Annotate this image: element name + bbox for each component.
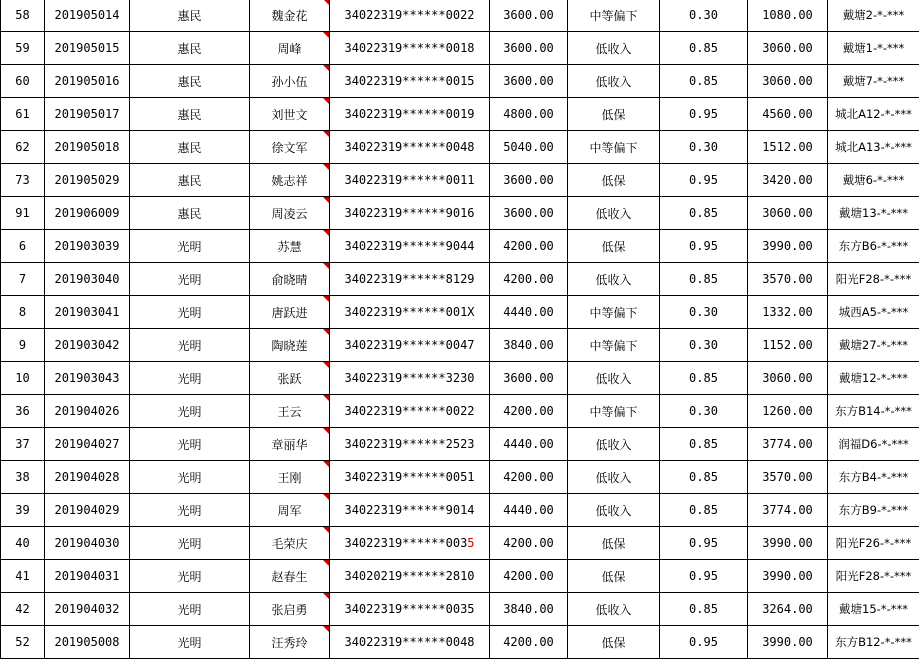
code-cell[interactable]: 201903039	[45, 230, 130, 263]
code-cell[interactable]: 201905015	[45, 32, 130, 65]
income-cell[interactable]: 4200.00	[490, 230, 568, 263]
amount-cell[interactable]: 1332.00	[748, 296, 828, 329]
id-number-cell[interactable]: 34022319******001X	[330, 296, 490, 329]
id-number-cell[interactable]: 34022319******0048	[330, 626, 490, 659]
ratio-cell[interactable]: 0.95	[660, 98, 748, 131]
seq-cell[interactable]: 10	[1, 362, 45, 395]
level-cell[interactable]: 低收入	[568, 197, 660, 230]
ratio-cell[interactable]: 0.85	[660, 362, 748, 395]
amount-cell[interactable]: 3060.00	[748, 32, 828, 65]
table-row	[1, 32, 919, 65]
name-cell[interactable]: 姚志祥	[250, 164, 330, 197]
table-row	[1, 527, 919, 560]
level-cell[interactable]: 中等偏下	[568, 131, 660, 164]
name-cell[interactable]: 张跃	[250, 362, 330, 395]
name-cell[interactable]: 刘世文	[250, 98, 330, 131]
level-cell[interactable]: 中等偏下	[568, 0, 660, 32]
address-cell[interactable]: 阳光F28-*-***	[828, 263, 919, 296]
address-cell[interactable]: 润福D6-*-***	[828, 428, 919, 461]
area-cell[interactable]: 惠民	[130, 0, 250, 32]
amount-cell[interactable]: 3264.00	[748, 593, 828, 626]
level-cell[interactable]: 中等偏下	[568, 395, 660, 428]
income-cell[interactable]: 4200.00	[490, 263, 568, 296]
amount-cell[interactable]: 3060.00	[748, 362, 828, 395]
code-cell[interactable]: 201903043	[45, 362, 130, 395]
table-row	[1, 263, 919, 296]
area-cell[interactable]: 光明	[130, 494, 250, 527]
seq-cell[interactable]: 42	[1, 593, 45, 626]
code-cell[interactable]: 201904029	[45, 494, 130, 527]
seq-cell[interactable]: 39	[1, 494, 45, 527]
id-number-cell[interactable]: 34022319******0047	[330, 329, 490, 362]
table-row	[1, 560, 919, 593]
income-cell[interactable]: 4200.00	[490, 560, 568, 593]
amount-cell[interactable]: 4560.00	[748, 98, 828, 131]
ratio-cell[interactable]: 0.95	[660, 164, 748, 197]
id-number-cell[interactable]: 34022319******0051	[330, 461, 490, 494]
name-cell[interactable]: 周凌云	[250, 197, 330, 230]
income-cell[interactable]: 4200.00	[490, 395, 568, 428]
amount-cell[interactable]: 3990.00	[748, 560, 828, 593]
table-row	[1, 494, 919, 527]
name-cell[interactable]: 陶晓莲	[250, 329, 330, 362]
address-cell[interactable]: 戴塘15-*-***	[828, 593, 919, 626]
area-cell[interactable]: 光明	[130, 362, 250, 395]
seq-cell[interactable]: 8	[1, 296, 45, 329]
amount-cell[interactable]: 3990.00	[748, 230, 828, 263]
ratio-cell[interactable]: 0.85	[660, 461, 748, 494]
ratio-cell[interactable]: 0.95	[660, 230, 748, 263]
address-cell[interactable]: 阳光F26-*-***	[828, 527, 919, 560]
level-cell[interactable]: 低收入	[568, 428, 660, 461]
name-cell[interactable]: 王云	[250, 395, 330, 428]
income-cell[interactable]: 3600.00	[490, 65, 568, 98]
seq-cell[interactable]: 36	[1, 395, 45, 428]
level-cell[interactable]: 低收入	[568, 593, 660, 626]
id-number-cell[interactable]: 34022319******3230	[330, 362, 490, 395]
id-number-cell[interactable]: 34022319******0035	[330, 593, 490, 626]
address-cell[interactable]: 东方B6-*-***	[828, 230, 919, 263]
ratio-cell[interactable]: 0.30	[660, 395, 748, 428]
level-cell[interactable]: 低保	[568, 98, 660, 131]
level-cell[interactable]: 低收入	[568, 461, 660, 494]
ratio-cell[interactable]: 0.30	[660, 0, 748, 32]
name-cell[interactable]: 唐跃进	[250, 296, 330, 329]
income-cell[interactable]: 4440.00	[490, 296, 568, 329]
code-cell[interactable]: 201904031	[45, 560, 130, 593]
amount-cell[interactable]: 1080.00	[748, 0, 828, 32]
id-number-cell[interactable]: 34022319******0022	[330, 0, 490, 32]
code-cell[interactable]: 201905008	[45, 626, 130, 659]
address-cell[interactable]: 戴塘27-*-***	[828, 329, 919, 362]
income-cell[interactable]: 4440.00	[490, 428, 568, 461]
area-cell[interactable]: 惠民	[130, 32, 250, 65]
amount-cell[interactable]: 1260.00	[748, 395, 828, 428]
ratio-cell[interactable]: 0.30	[660, 131, 748, 164]
id-number-cell[interactable]: 34022319******9016	[330, 197, 490, 230]
address-cell[interactable]: 东方B12-*-***	[828, 626, 919, 659]
table-row	[1, 98, 919, 131]
ratio-cell[interactable]: 0.95	[660, 560, 748, 593]
seq-cell[interactable]: 52	[1, 626, 45, 659]
amount-cell[interactable]: 1152.00	[748, 329, 828, 362]
amount-cell[interactable]: 3774.00	[748, 494, 828, 527]
ratio-cell[interactable]: 0.85	[660, 428, 748, 461]
id-number-cell[interactable]: 34022319******0018	[330, 32, 490, 65]
income-cell[interactable]: 3600.00	[490, 0, 568, 32]
name-cell[interactable]: 周军	[250, 494, 330, 527]
code-cell[interactable]: 201904028	[45, 461, 130, 494]
id-number-highlight: 5	[467, 536, 475, 550]
seq-cell[interactable]: 37	[1, 428, 45, 461]
name-cell[interactable]: 毛荣庆	[250, 527, 330, 560]
address-cell[interactable]: 城北A12-*-***	[828, 98, 919, 131]
code-cell[interactable]: 201903042	[45, 329, 130, 362]
table-row	[1, 428, 919, 461]
area-cell[interactable]: 光明	[130, 263, 250, 296]
level-cell[interactable]: 低收入	[568, 362, 660, 395]
name-cell[interactable]: 魏金花	[250, 0, 330, 32]
amount-cell[interactable]: 3774.00	[748, 428, 828, 461]
income-cell[interactable]: 3600.00	[490, 197, 568, 230]
area-cell[interactable]: 光明	[130, 626, 250, 659]
ratio-cell[interactable]: 0.95	[660, 626, 748, 659]
ratio-cell[interactable]: 0.85	[660, 197, 748, 230]
code-cell[interactable]: 201905016	[45, 65, 130, 98]
id-number-cell[interactable]: 34022319******8129	[330, 263, 490, 296]
ratio-cell[interactable]: 0.95	[660, 527, 748, 560]
name-cell[interactable]: 苏慧	[250, 230, 330, 263]
address-cell[interactable]: 戴塘1-*-***	[828, 32, 919, 65]
code-cell[interactable]: 201904026	[45, 395, 130, 428]
income-cell[interactable]: 4440.00	[490, 494, 568, 527]
level-cell[interactable]: 中等偏下	[568, 296, 660, 329]
code-cell[interactable]: 201905014	[45, 0, 130, 32]
id-number-cell[interactable]: 34022319******0019	[330, 98, 490, 131]
ratio-cell[interactable]: 0.85	[660, 494, 748, 527]
area-cell[interactable]: 光明	[130, 296, 250, 329]
amount-cell[interactable]: 3420.00	[748, 164, 828, 197]
id-number-cell[interactable]: 34022319******2523	[330, 428, 490, 461]
area-cell[interactable]: 惠民	[130, 164, 250, 197]
id-number-cell[interactable]: 34022319******0022	[330, 395, 490, 428]
table-row	[1, 65, 919, 98]
code-cell[interactable]: 201905017	[45, 98, 130, 131]
income-cell[interactable]: 4200.00	[490, 626, 568, 659]
table-row	[1, 0, 919, 32]
address-cell[interactable]: 城北A13-*-***	[828, 131, 919, 164]
seq-cell[interactable]: 62	[1, 131, 45, 164]
level-cell[interactable]: 低保	[568, 560, 660, 593]
level-cell[interactable]: 低收入	[568, 65, 660, 98]
amount-cell[interactable]: 3570.00	[748, 263, 828, 296]
code-cell[interactable]: 201904027	[45, 428, 130, 461]
seq-cell[interactable]: 60	[1, 65, 45, 98]
code-cell[interactable]: 201906009	[45, 197, 130, 230]
area-cell[interactable]: 惠民	[130, 197, 250, 230]
table-row	[1, 164, 919, 197]
code-cell[interactable]: 201904030	[45, 527, 130, 560]
table-row	[1, 461, 919, 494]
seq-cell[interactable]: 91	[1, 197, 45, 230]
amount-cell[interactable]: 3570.00	[748, 461, 828, 494]
income-cell[interactable]: 3600.00	[490, 164, 568, 197]
amount-cell[interactable]: 3990.00	[748, 527, 828, 560]
income-cell[interactable]: 5040.00	[490, 131, 568, 164]
area-cell[interactable]: 惠民	[130, 98, 250, 131]
table-row	[1, 197, 919, 230]
seq-cell[interactable]: 38	[1, 461, 45, 494]
seq-cell[interactable]: 7	[1, 263, 45, 296]
id-number-cell[interactable]: 34022319******9014	[330, 494, 490, 527]
amount-cell[interactable]: 3060.00	[748, 197, 828, 230]
area-cell[interactable]: 光明	[130, 527, 250, 560]
amount-cell[interactable]: 3990.00	[748, 626, 828, 659]
table-row	[1, 362, 919, 395]
area-cell[interactable]: 光明	[130, 560, 250, 593]
address-cell[interactable]: 东方B14-*-***	[828, 395, 919, 428]
id-number-cell[interactable]: 34020219******2810	[330, 560, 490, 593]
income-cell[interactable]: 4800.00	[490, 98, 568, 131]
level-cell[interactable]: 低收入	[568, 494, 660, 527]
table-row	[1, 230, 919, 263]
ratio-cell[interactable]: 0.85	[660, 593, 748, 626]
address-cell[interactable]: 阳光F28-*-***	[828, 560, 919, 593]
area-cell[interactable]: 光明	[130, 428, 250, 461]
code-cell[interactable]: 201903040	[45, 263, 130, 296]
seq-cell[interactable]: 9	[1, 329, 45, 362]
level-cell[interactable]: 低保	[568, 626, 660, 659]
ratio-cell[interactable]: 0.85	[660, 32, 748, 65]
income-cell[interactable]: 3840.00	[490, 329, 568, 362]
table-row	[1, 329, 919, 362]
name-cell[interactable]: 俞晓晴	[250, 263, 330, 296]
area-cell[interactable]: 光明	[130, 329, 250, 362]
name-cell[interactable]: 徐文军	[250, 131, 330, 164]
seq-cell[interactable]: 61	[1, 98, 45, 131]
id-number-cell[interactable]: 34022319******0048	[330, 131, 490, 164]
ratio-cell[interactable]: 0.85	[660, 263, 748, 296]
address-cell[interactable]: 戴塘12-*-***	[828, 362, 919, 395]
table-row	[1, 131, 919, 164]
seq-cell[interactable]: 59	[1, 32, 45, 65]
id-number-cell[interactable]	[330, 527, 490, 560]
ratio-cell[interactable]: 0.30	[660, 296, 748, 329]
table-row	[1, 626, 919, 659]
id-number-cell[interactable]: 34022319******9044	[330, 230, 490, 263]
seq-cell[interactable]: 41	[1, 560, 45, 593]
level-cell[interactable]: 中等偏下	[568, 329, 660, 362]
code-cell[interactable]: 201903041	[45, 296, 130, 329]
id-number-cell[interactable]: 34022319******0011	[330, 164, 490, 197]
code-cell[interactable]: 201905018	[45, 131, 130, 164]
address-cell[interactable]: 城西A5-*-***	[828, 296, 919, 329]
area-cell[interactable]: 光明	[130, 395, 250, 428]
code-cell[interactable]: 201904032	[45, 593, 130, 626]
code-cell[interactable]: 201905029	[45, 164, 130, 197]
amount-cell[interactable]: 1512.00	[748, 131, 828, 164]
address-cell[interactable]: 戴塘6-*-***	[828, 164, 919, 197]
name-cell[interactable]: 张启勇	[250, 593, 330, 626]
address-cell[interactable]: 戴塘13-*-***	[828, 197, 919, 230]
income-cell[interactable]: 4200.00	[490, 461, 568, 494]
seq-cell[interactable]: 58	[1, 0, 45, 32]
name-cell[interactable]: 赵春生	[250, 560, 330, 593]
level-cell[interactable]: 低收入	[568, 263, 660, 296]
area-cell[interactable]: 惠民	[130, 131, 250, 164]
income-cell[interactable]: 3600.00	[490, 32, 568, 65]
name-cell[interactable]: 周峰	[250, 32, 330, 65]
address-cell[interactable]: 东方B9-*-***	[828, 494, 919, 527]
name-cell[interactable]: 汪秀玲	[250, 626, 330, 659]
area-cell[interactable]: 惠民	[130, 65, 250, 98]
name-cell[interactable]: 王刚	[250, 461, 330, 494]
table-row	[1, 296, 919, 329]
address-cell[interactable]: 戴塘2-*-***	[828, 0, 919, 32]
amount-cell[interactable]: 3060.00	[748, 65, 828, 98]
table-body	[1, 0, 919, 659]
level-cell[interactable]: 低收入	[568, 32, 660, 65]
seq-cell[interactable]: 40	[1, 527, 45, 560]
address-cell[interactable]: 东方B4-*-***	[828, 461, 919, 494]
seq-cell[interactable]: 6	[1, 230, 45, 263]
area-cell[interactable]: 光明	[130, 230, 250, 263]
address-cell[interactable]: 戴塘7-*-***	[828, 65, 919, 98]
table-row	[1, 395, 919, 428]
income-cell[interactable]: 3840.00	[490, 593, 568, 626]
income-cell[interactable]: 3600.00	[490, 362, 568, 395]
id-number-cell[interactable]: 34022319******0015	[330, 65, 490, 98]
ratio-cell[interactable]: 0.30	[660, 329, 748, 362]
id-number-text: 34022319******003	[344, 536, 468, 550]
level-cell[interactable]: 低保	[568, 230, 660, 263]
area-cell[interactable]: 光明	[130, 461, 250, 494]
seq-cell[interactable]: 73	[1, 164, 45, 197]
table-row	[1, 593, 919, 626]
name-cell[interactable]: 章丽华	[250, 428, 330, 461]
level-cell[interactable]: 低保	[568, 527, 660, 560]
ratio-cell[interactable]: 0.85	[660, 65, 748, 98]
area-cell[interactable]: 光明	[130, 593, 250, 626]
name-cell[interactable]: 孙小伍	[250, 65, 330, 98]
level-cell[interactable]: 低保	[568, 164, 660, 197]
income-cell[interactable]: 4200.00	[490, 527, 568, 560]
